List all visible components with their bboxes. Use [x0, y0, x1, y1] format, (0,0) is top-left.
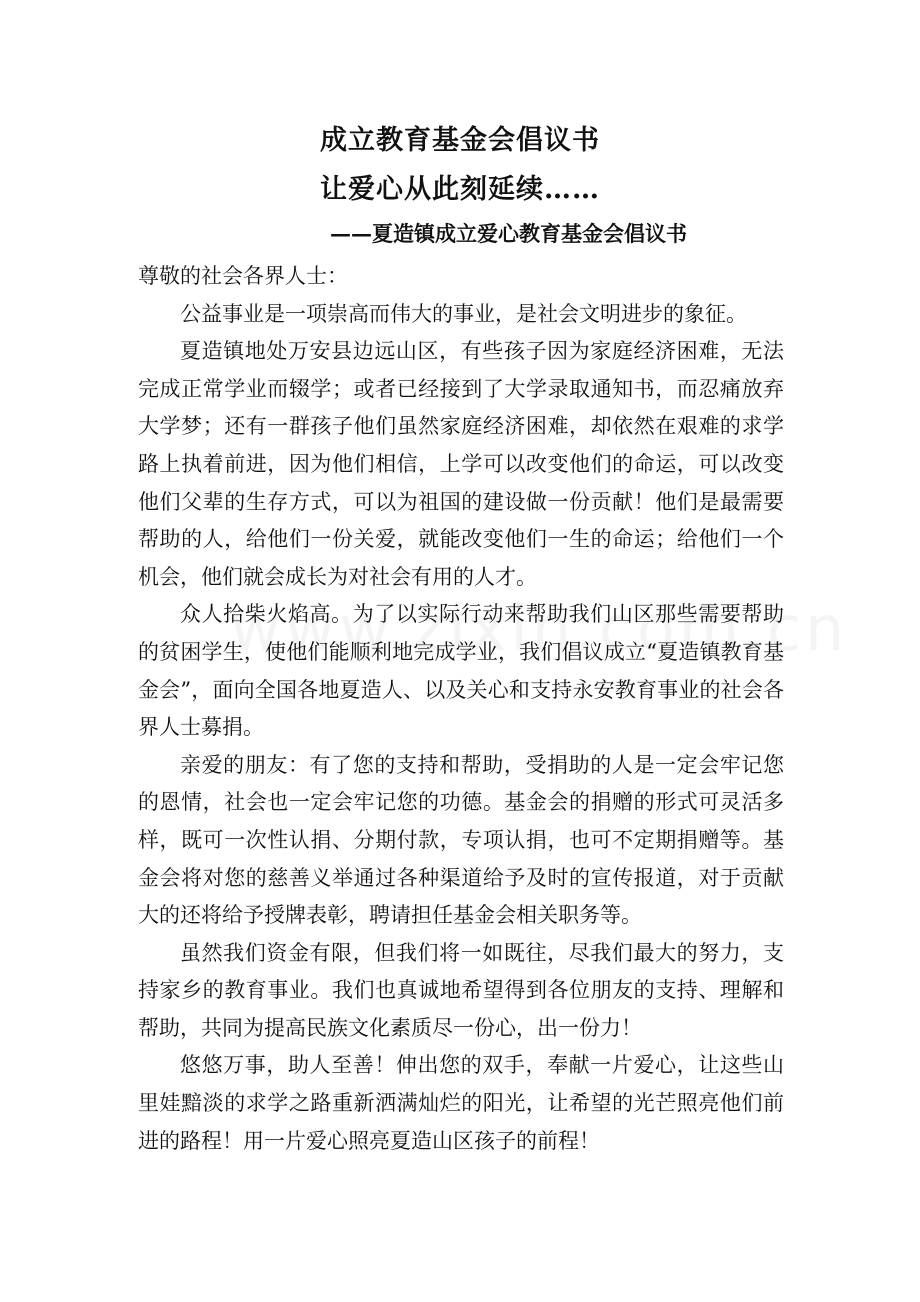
document-subtitle: 让爱心从此刻延续……: [320, 174, 600, 205]
paragraph-6: 悠悠万事，助人至善！伸出您的双手，奉献一片爱心，让这些山里娃黯淡的求学之路重新洒满灿烂的阳光，让希望的光芒照亮他们前进的路程！用一片爱心照亮夏造山区孩子的前程！: [138, 1053, 784, 1153]
paragraph-5: 虽然我们资金有限，但我们将一如既往，尽我们最大的努力，支持家乡的教育事业。我们也真诚地希望得到各位朋友的支持、理解和帮助，共同为提高民族文化素质尽一份心，出一份力！: [138, 940, 784, 1040]
paragraph-3: 众人拾柴火焰高。为了以实际行动来帮助我们山区那些需要帮助的贫困学生，使他们能顺利地完成学业，我们倡议成立“夏造镇教育基金会”，面向全国各地夏造人、以及关心和支持永安教育事业的社会各界人士募捐。: [138, 602, 784, 740]
salutation: 尊敬的社会各界人士：: [138, 264, 348, 288]
document-title: 成立教育基金会倡议书: [320, 125, 600, 156]
document-byline: ——夏造镇成立爱心教育基金会倡议书: [330, 221, 687, 246]
paragraph-2: 夏造镇地处万安县边远山区，有些孩子因为家庭经济困难，无法完成正常学业而辍学；或者已经接到了大学录取通知书，而忍痛放弃大学梦；还有一群孩子他们虽然家庭经济困难，却依然在艰难的求学路上执着前进，因为他们相信，上学可以改变他们的命运，可以改变他们父辈的生存方式，可以为祖国的建设做一份贡献！他们是最需要帮助的人，给他们一份关爱，就能改变他们一生的命运；给他们一个机会，他们就会成长为对社会有用的人才。: [138, 339, 784, 589]
paragraph-1: 公益事业是一项崇高而伟大的事业，是社会文明进步的象征。: [180, 301, 747, 326]
paragraph-4: 亲爱的朋友：有了您的支持和帮助，受捐助的人是一定会牢记您的恩情，社会也一定会牢记您的功德。基金会的捐赠的形式可灵活多样，既可一次性认捐、分期付款，专项认捐，也可不定期捐赠等。基金会将对您的慈善义举通过各种渠道给予及时的宣传报道，对于贡献大的还将给予授牌表彰，聘请担任基金会相关职务等。: [138, 752, 784, 928]
document-body: [138, 258, 784, 1160]
